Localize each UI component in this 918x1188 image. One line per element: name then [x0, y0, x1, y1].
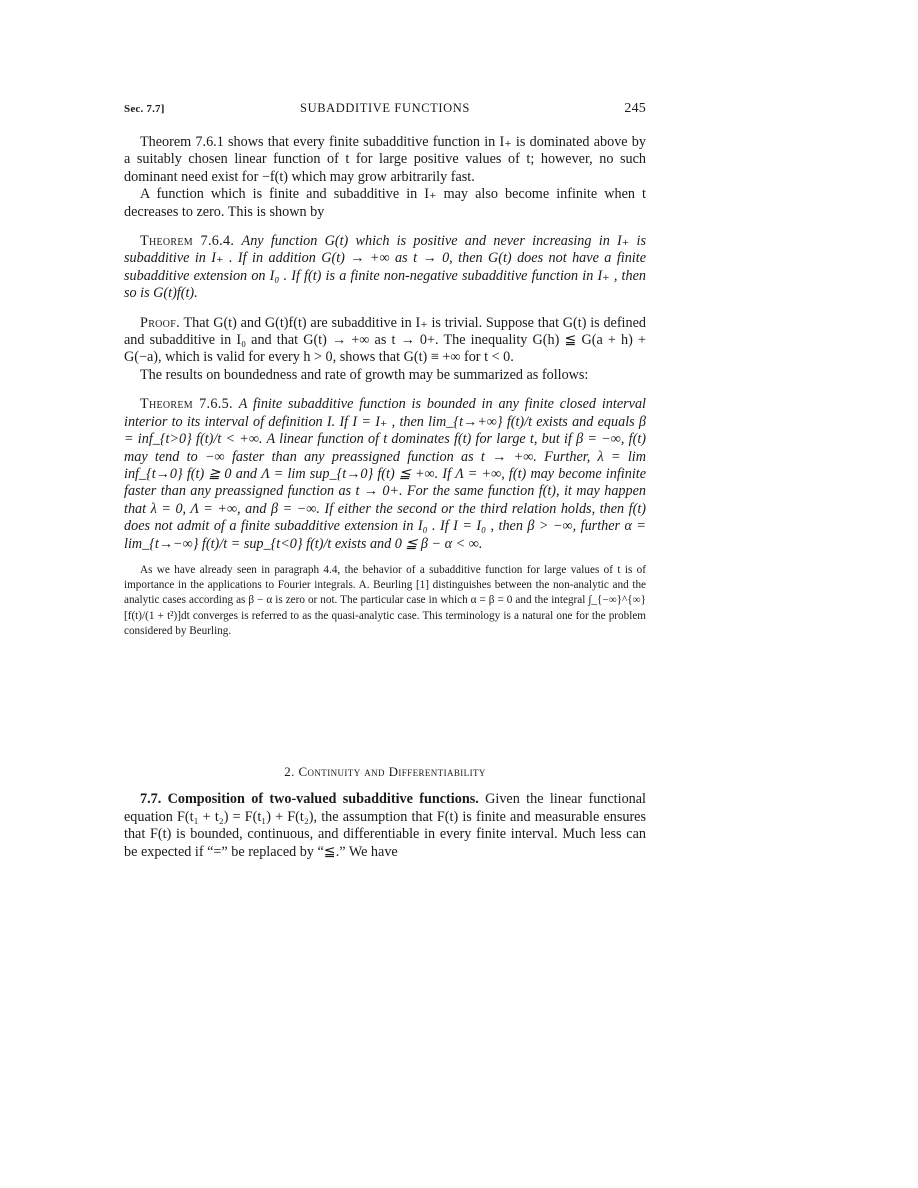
paragraph: Theorem 7.6.1 shows that every finite subadditive function in I₊ is dominated above by a suitably chosen linear function of t for large positive values of t; however, no such dominant need exist for −f(t) which may grow arbitrarily fast. [124, 134, 646, 185]
paragraph: The results on boundedness and rate of growth may be summarized as follows: [140, 366, 589, 383]
theorem-statement: A finite subadditive function is bounded in any finite closed interval interior to its interval of definition I. If I = I₊ , then lim_{t→+∞} f(t)/t exists and equals β = inf_{t>0} f(t)/t < +∞. A linear function of t dominates f(t) for large t, but if β = −∞, f(t) may tend to −∞ faster than any preassigned function as t → +∞. Further, λ = lim inf_{t→0} f(t) ≧ 0 and Λ = lim sup_{t→0} f(t) ≦ +∞. If Λ = +∞, f(t) may become infinite faster than any preassigned function as t → 0+. For the same function f(t), it may happen that λ = 0, Λ = +∞, and β = −∞. If either the second or the third relation holds, then f(t) does not admit of a finite subadditive extension in I₀ . If I = I₀ , then β > −∞, further α = lim_{t→−∞} f(t)/t = sup_{t<0} f(t)/t exists and 0 ≦ β − α < ∞. [124, 396, 646, 552]
subsection-text: Given the linear functional equation F(t₁ + t₂) = F(t₁) + F(t₂), the assumption that F(t) is finite and measurable ensures that F(t) is bounded, continuous, and differentiable in every finite interval. Much less can be expected if “=” be replaced by “≦.” We have [124, 791, 646, 860]
proof [124, 315, 646, 367]
theorem-statement: Any function G(t) which is positive and never increasing in I₊ is subadditive in I₊ . If in addition G(t) → +∞ as t → 0, then G(t) does not have a finite subadditive extension on I₀ . If f(t) is a finite non-negative subadditive function in I₊ , then so is G(t)f(t). [124, 233, 646, 302]
section-title: Continuity and Differentiability [298, 763, 486, 779]
page-number: 245 [624, 101, 646, 116]
proof-text: That G(t) and G(t)f(t) are subadditive in I₊ is trivial. Suppose that G(t) is defined and subadditive in I₀ and that G(t) → +∞ as t → 0+. The inequality G(h) ≦ G(a + h) + G(−a), which is valid for every h > 0, shows that G(t) ≡ +∞ for t < 0. [124, 314, 646, 366]
section-number: 2. [284, 763, 295, 779]
theorem-7-6-5 [124, 396, 646, 553]
running-title: SUBADDITIVE FUNCTIONS [300, 101, 470, 115]
section-reference: Sec. 7.7] [124, 103, 165, 115]
section-heading [124, 763, 646, 780]
remark-note: As we have already seen in paragraph 4.4, the behavior of a subadditive function for large values of t is of importance in the applications to Fourier integrals. A. Beurling [1] distinguishes between the non-analytic and the analytic cases according as β − α is zero or not. The particular case in which α = β = 0 and the integral ∫_{−∞}^{∞} [f(t)/(1 + t²)]dt converges is referred to as the quasi-analytic case. This terminology is a natural one for the problem considered by Beurling. [124, 563, 646, 637]
theorem-label: Theorem 7.6.4. [140, 233, 235, 250]
subsection-heading: 7.7. Composition of two-valued subadditive functions. [140, 791, 479, 808]
subsection-7-7 [124, 791, 646, 861]
theorem-label: Theorem 7.6.5. [140, 396, 233, 413]
paragraph: A function which is finite and subadditive in I₊ may also become infinite when t decreases to zero. This is shown by [124, 186, 646, 220]
page-body [124, 134, 646, 861]
proof-label: Proof. [140, 314, 180, 331]
theorem-7-6-4 [124, 233, 646, 303]
